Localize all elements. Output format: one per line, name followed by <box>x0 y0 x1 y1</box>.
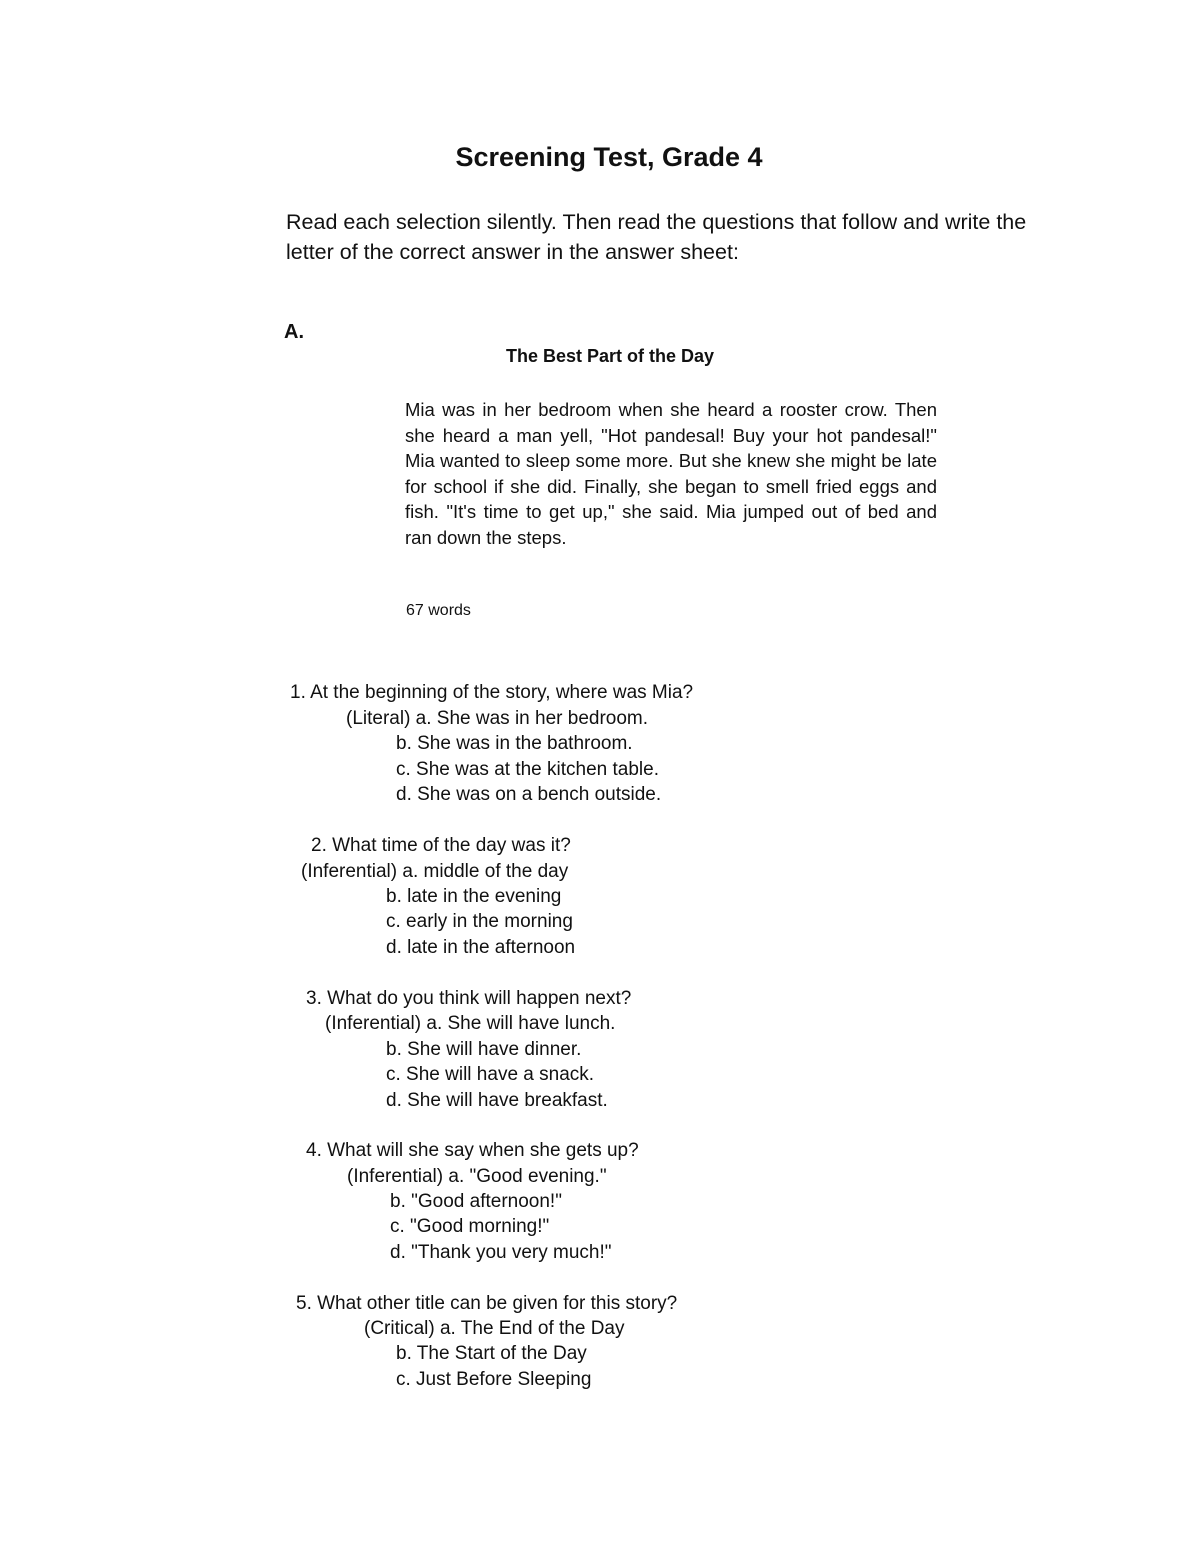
question-4: 4. What will she say when she gets up? <box>306 1140 639 1161</box>
question-2-option-b: b. late in the evening <box>386 886 562 907</box>
question-3-option-c: c. She will have a snack. <box>386 1064 595 1085</box>
question-1: 1. At the beginning of the story, where was Mia? <box>290 682 694 703</box>
question-3-option-b: b. She will have dinner. <box>386 1039 582 1060</box>
instructions: Read each selection silently. Then read the questions that follow and write the letter of the correct answer in the answer sheet: <box>286 210 1027 264</box>
question-1-option-b: b. She was in the bathroom. <box>396 733 633 754</box>
question-3-option-a: (Inferential) a. She will have lunch. <box>325 1013 616 1034</box>
question-5-option-b: b. The Start of the Day <box>396 1343 587 1364</box>
question-1-option-d: d. She was on a bench outside. <box>396 784 662 805</box>
question-5-option-a: (Critical) a. The End of the Day <box>364 1318 625 1339</box>
question-5: 5. What other title can be given for this story? <box>296 1293 678 1314</box>
question-2: 2. What time of the day was it? <box>311 835 571 856</box>
question-2-option-d: d. late in the afternoon <box>386 937 576 958</box>
question-4-option-a: (Inferential) a. "Good evening." <box>347 1166 607 1187</box>
reading-passage: Mia was in her bedroom when she heard a rooster crow. Then she heard a man yell, "Hot pandesal! Buy your hot pandesal!" Mia wanted to sleep some more. But she knew she might be late for school if she did. Finally, she began to smell fried eggs and fish. "It's time to get up," she said. Mia jumped out of bed and ran down the steps. <box>405 399 937 548</box>
question-2-option-c: c. early in the morning <box>386 911 573 932</box>
question-4-option-d: d. "Thank you very much!" <box>390 1242 612 1263</box>
question-3: 3. What do you think will happen next? <box>306 988 632 1009</box>
question-2-option-a: (Inferential) a. middle of the day <box>301 861 569 882</box>
page-title: Screening Test, Grade 4 <box>455 142 763 172</box>
question-4-option-b: b. "Good afternoon!" <box>390 1191 562 1212</box>
story-title: The Best Part of the Day <box>505 346 715 366</box>
word-count: 67 words <box>406 602 471 619</box>
question-1-option-c: c. She was at the kitchen table. <box>396 759 659 780</box>
question-1-option-a: (Literal) a. She was in her bedroom. <box>346 708 649 729</box>
question-4-option-c: c. "Good morning!" <box>390 1216 550 1237</box>
section-label: A. <box>284 321 304 343</box>
question-3-option-d: d. She will have breakfast. <box>386 1090 608 1111</box>
question-5-option-c: c. Just Before Sleeping <box>396 1369 592 1390</box>
